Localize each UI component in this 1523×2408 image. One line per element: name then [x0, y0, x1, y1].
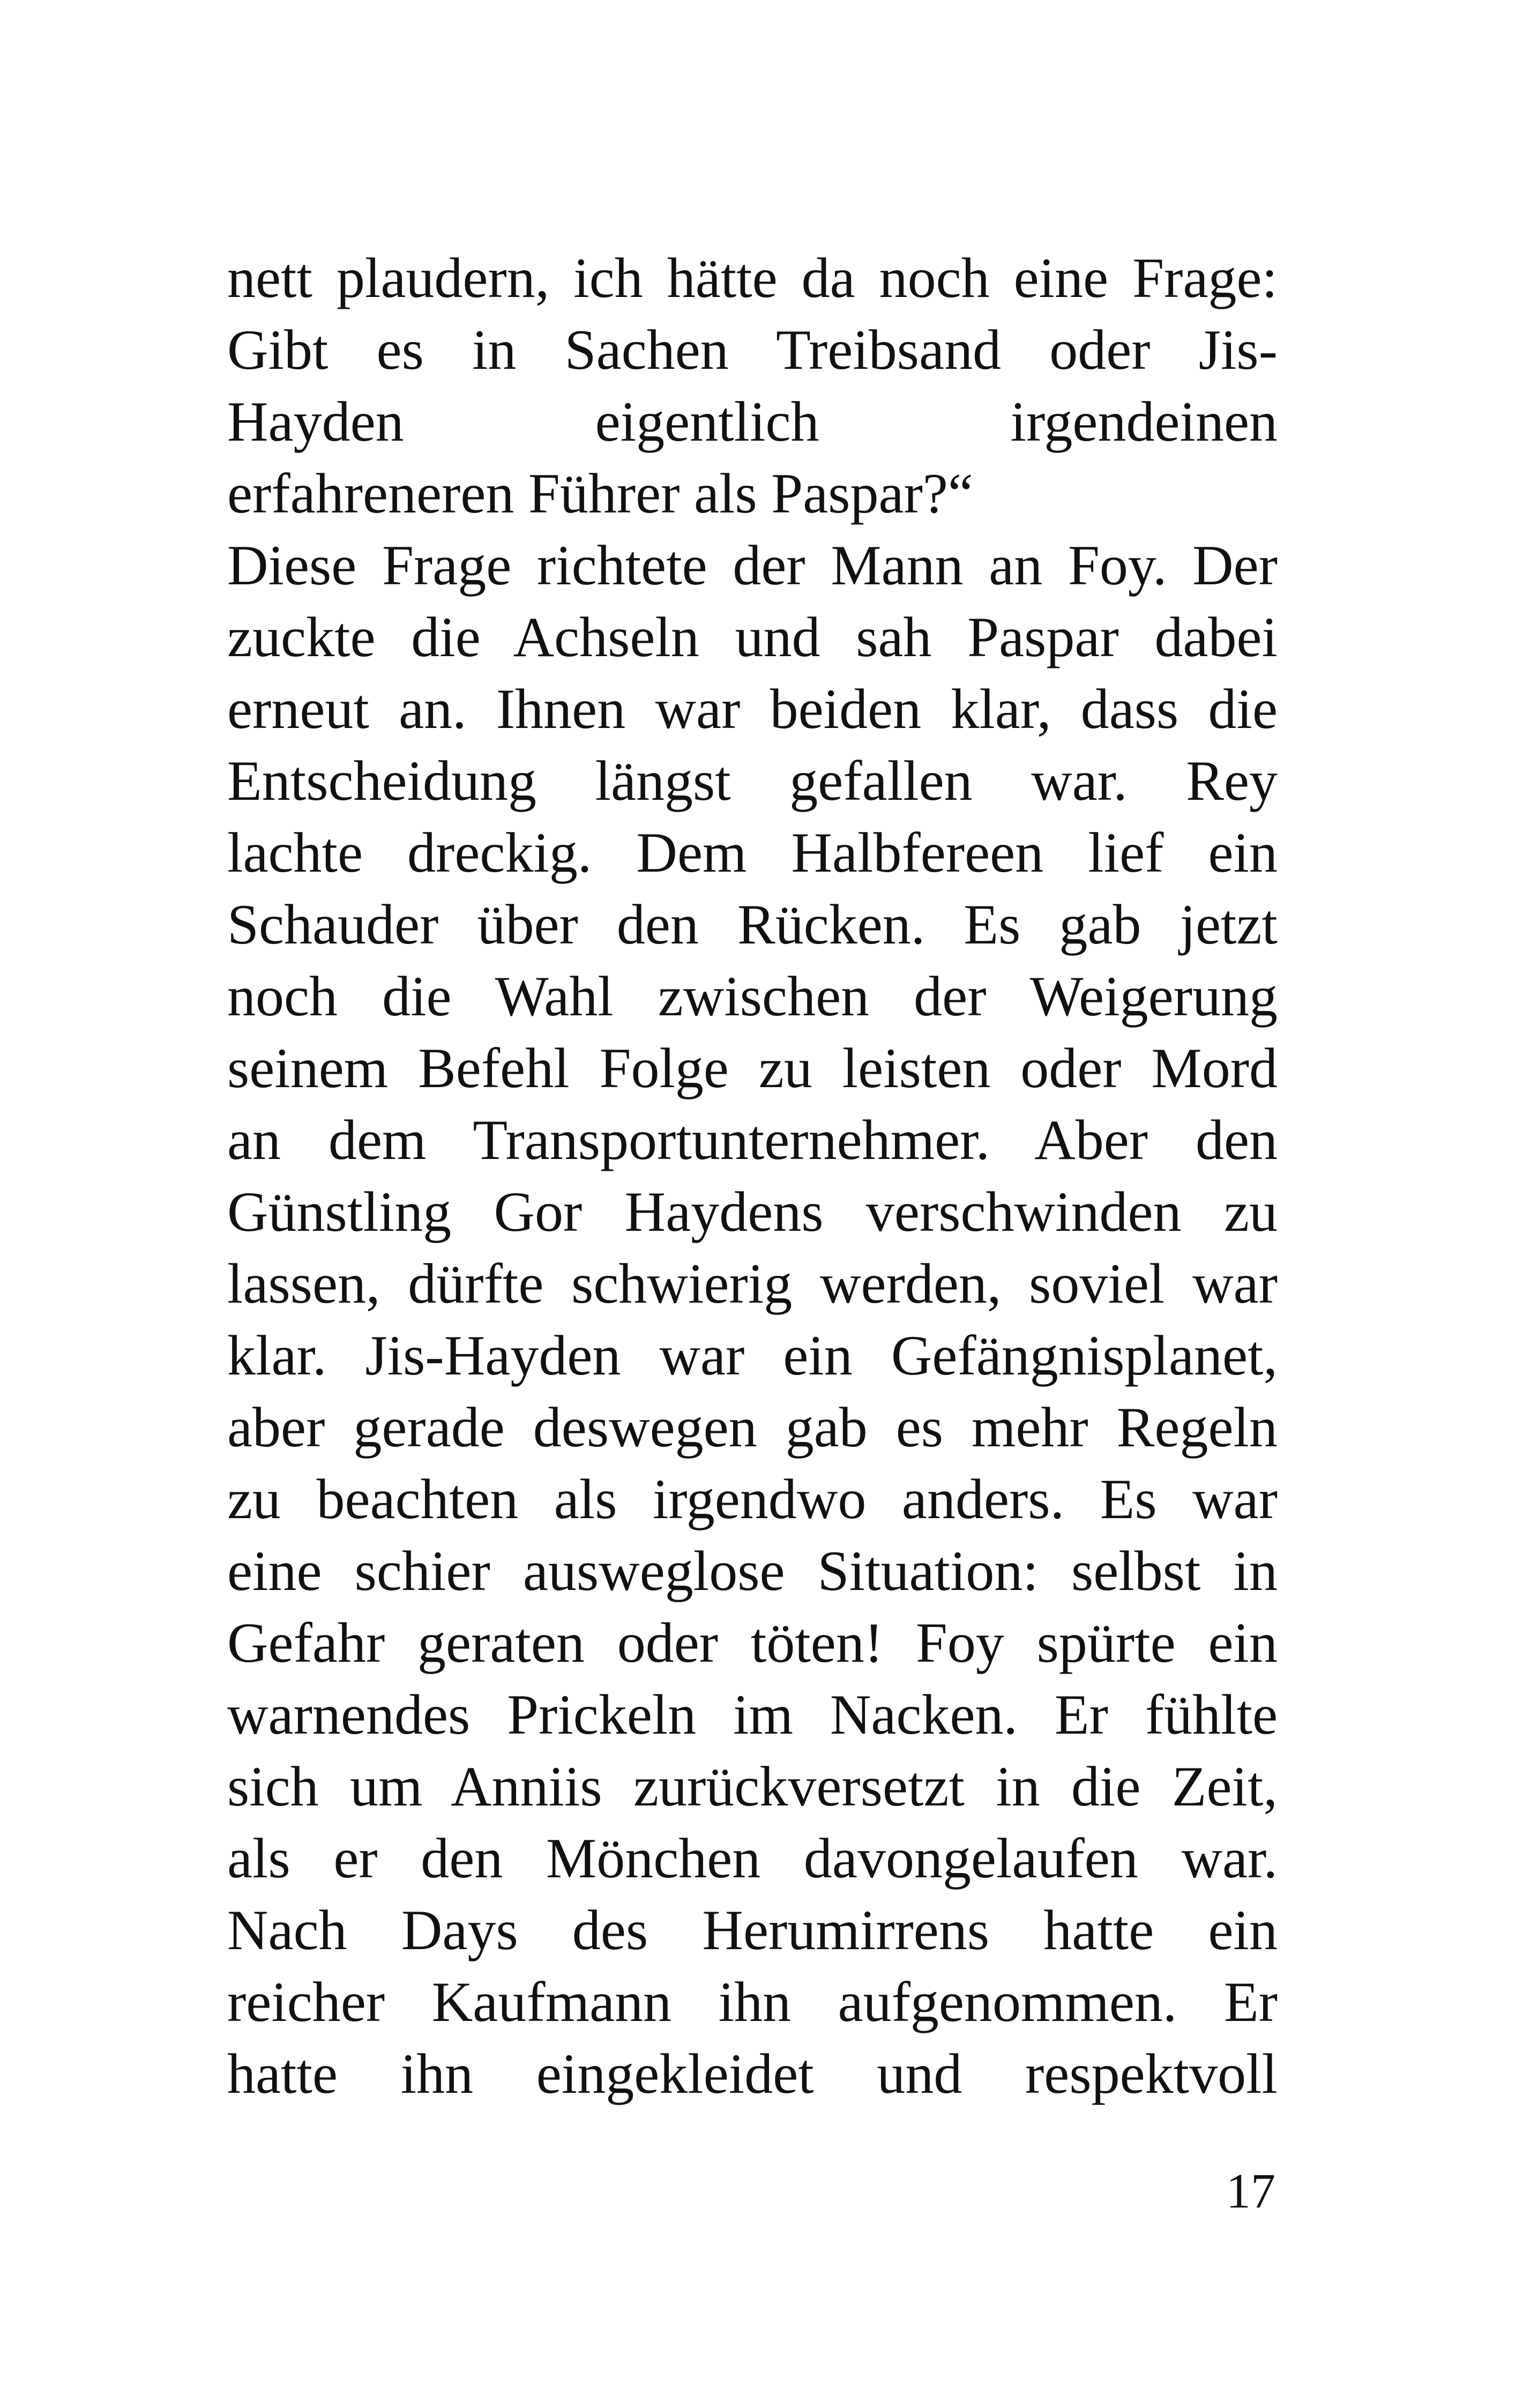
- text-line: noch die Wahl zwischen der Weigerung: [227, 965, 1278, 1028]
- text-line: Günstling Gor Haydens verschwinden zu: [227, 1180, 1278, 1243]
- text-line: eine schier ausweglose Situation: selbst in: [227, 1540, 1278, 1602]
- text-line: als er den Mönchen davongelaufen war.: [227, 1827, 1278, 1890]
- text-line: zu beachten als irgendwo anders. Es war: [227, 1468, 1278, 1530]
- text-line: seinem Befehl Folge zu leisten oder Mord: [227, 1037, 1278, 1099]
- text-line: Entscheidung längst gefallen war. Rey: [227, 749, 1278, 812]
- text-line: lachte dreckig. Dem Halbfereen lief ein: [227, 821, 1278, 884]
- page-number: 17: [1226, 2164, 1275, 2218]
- text-line: klar. Jis-Hayden war ein Gefängnisplanet,: [227, 1324, 1278, 1387]
- text-line: Nach Days des Herumirrens hatte ein: [227, 1899, 1278, 1961]
- text-line: nett plaudern, ich hätte da noch eine Frage:: [227, 247, 1278, 309]
- text-line: Hayden eigentlich irgendeinen: [227, 390, 1278, 453]
- text-line: hatte ihn eingekleidet und respektvoll: [227, 2042, 1278, 2105]
- text-line: sich um Anniis zurückversetzt in die Zeit,: [227, 1755, 1278, 1818]
- text-line: warnendes Prickeln im Nacken. Er fühlte: [227, 1683, 1278, 1746]
- text-line: Gibt es in Sachen Treibsand oder Jis-: [227, 318, 1278, 381]
- text-line: aber gerade deswegen gab es mehr Regeln: [227, 1396, 1278, 1459]
- text-line: reicher Kaufmann ihn aufgenommen. Er: [227, 1971, 1278, 2033]
- text-line: Diese Frage richtete der Mann an Foy. Der: [227, 534, 1278, 597]
- text-line: lassen, dürfte schwierig werden, soviel war: [227, 1252, 1278, 1315]
- text-line: Gefahr geraten oder töten! Foy spürte ein: [227, 1611, 1278, 1674]
- body-text: [227, 242, 1278, 2110]
- text-line: erneut an. Ihnen war beiden klar, dass die: [227, 678, 1278, 740]
- text-line: Schauder über den Rücken. Es gab jetzt: [227, 893, 1278, 956]
- text-line: an dem Transportunternehmer. Aber den: [227, 1109, 1278, 1171]
- text-line: erfahreneren Führer als Paspar?“: [227, 462, 973, 525]
- text-line: zuckte die Achseln und sah Paspar dabei: [227, 606, 1278, 668]
